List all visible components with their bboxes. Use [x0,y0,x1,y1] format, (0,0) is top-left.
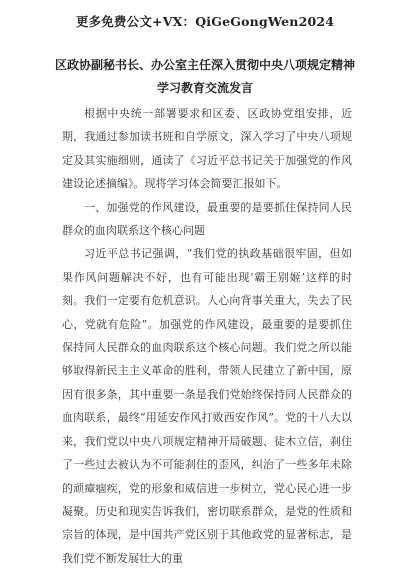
section-heading: 一、加强党的作风建设，最重要的是要抓住保持同人民群众的血肉联系这个核心问题 [62,200,352,238]
document-title-line-2: 学习教育交流发言 [156,81,253,95]
body-paragraph: 习近平总书记强调，“我们党的执政基础很牢固，但如果作风问题解决不好，也有可能出现‘霸王别姬’这样的时刻。我们一定要有危机意识。人心向背事关重大，失去了民心，党就有危险”。加强党的作风建设，最重要的是要抓住保持同人民群众的血肉联系这个核心问题。我们党之所以能够取得新民主主义革命的胜利，带领人民建立了新中国，原因有很多条，其中重要一条是我们党始终保持同人民群众的血肉联系，最终“用延安作风打败西安作风”。党的十八大以来，我们党以中央八项规定精神开局破题、徒木立信，刹住了一些过去被认为不可能刹住的歪风，纠治了一些多年未除的顽瘴痼疾，党的形象和威信进一步树立，党心民心进一步凝聚。历史和现实告诉我们，密切联系群众，是党的性质和宗旨的体现，是中国共产党区别于其他政党的显著标志，是我们党不断发展壮大的重 [62,247,352,565]
document-body [62,102,352,570]
document-title-line-1: 区政协副秘书长、办公室主任深入贯彻中央八项规定精神 [54,58,355,72]
promo-header: 更多免费公文+VX：QiGeGongWen2024 [75,14,335,29]
intro-paragraph: 根据中央统一部署要求和区委、区政协党组安排，近期，我通过参加读书班和自学原文，深入学习了中央八项规定及其实施细则，通读了《习近平总书记关于加强党的作风建设论述摘编》。现将学习体会简要汇报如下。 [62,107,352,191]
